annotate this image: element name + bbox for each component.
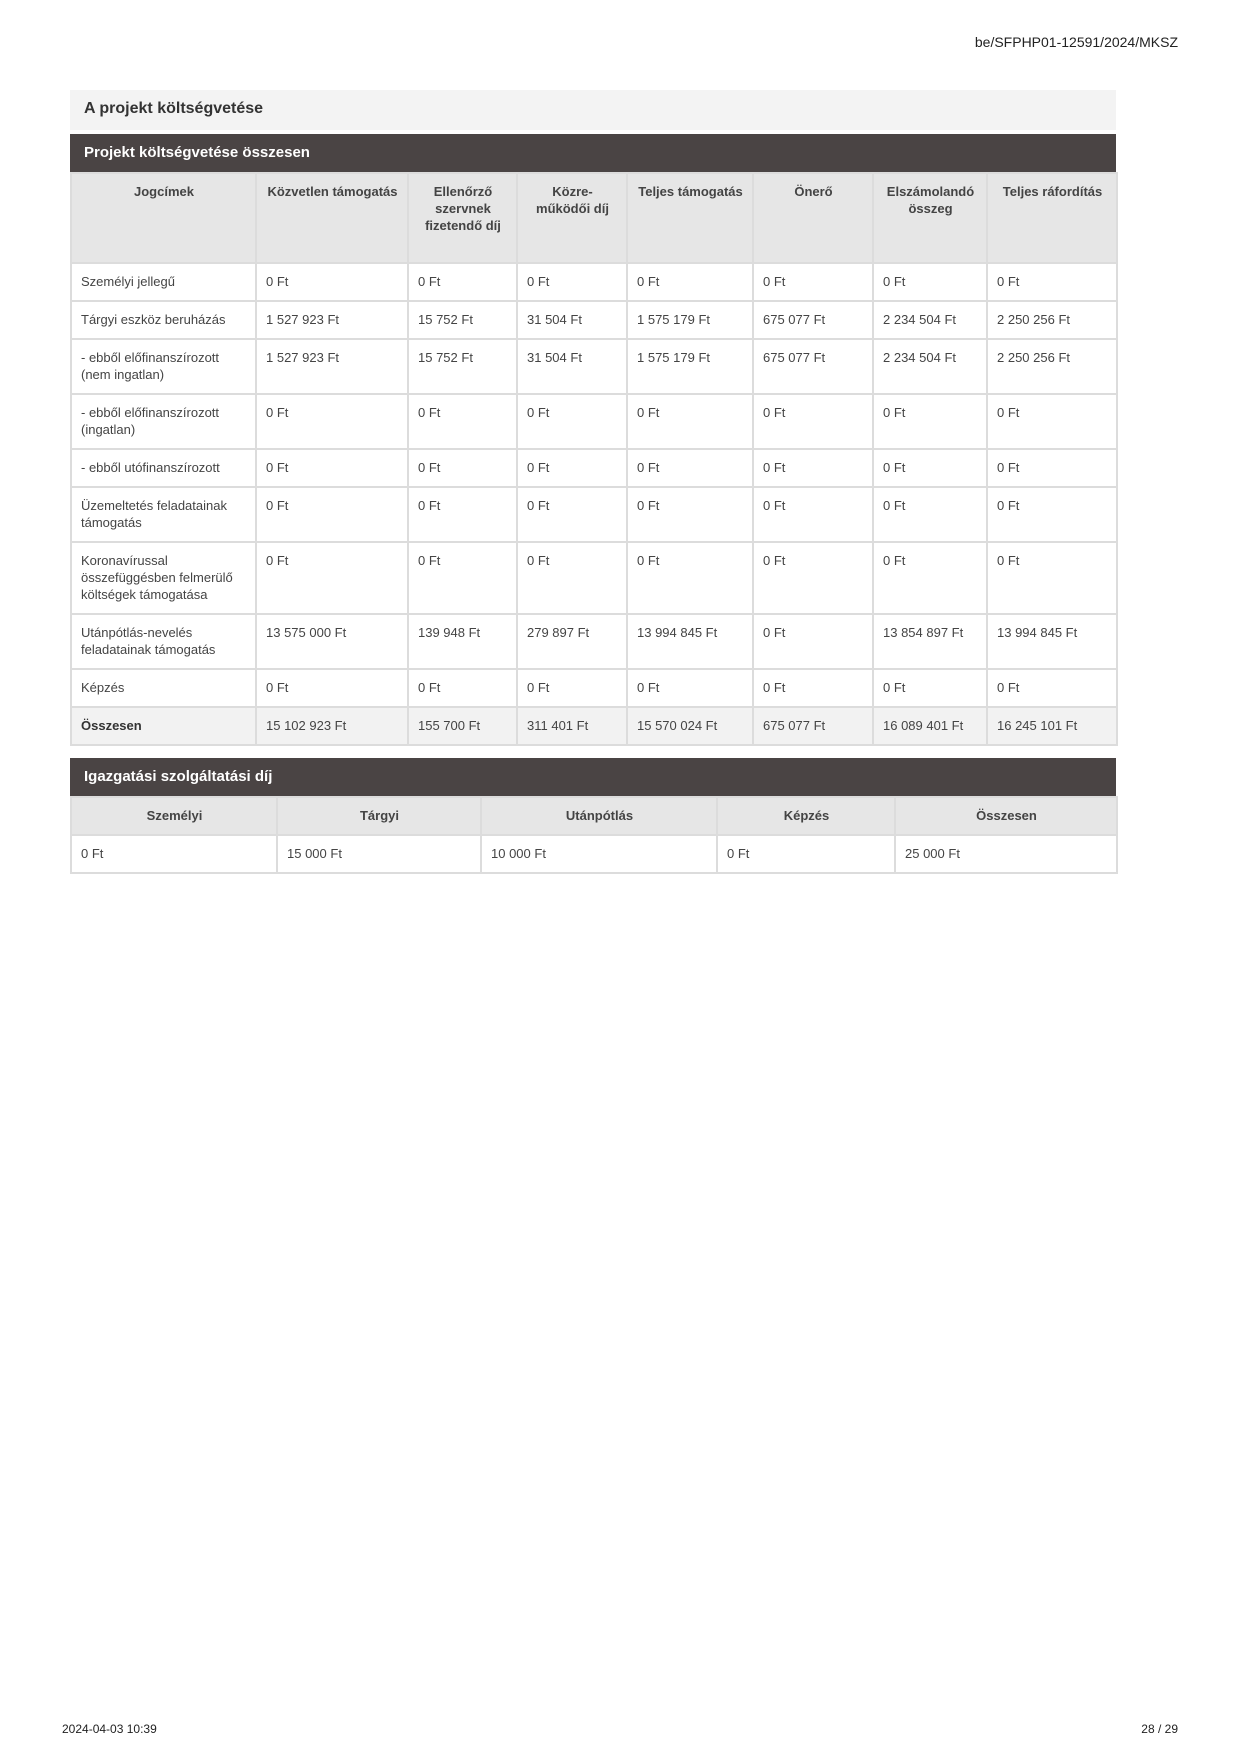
table-row: [71, 394, 1117, 449]
table-cell: 139 948 Ft: [408, 614, 517, 669]
table-cell: 0 Ft: [753, 614, 873, 669]
column-header: Ellenőrző szervnek fizetendő díj: [408, 173, 517, 263]
table-cell: 2 234 504 Ft: [873, 301, 987, 339]
table-cell: 31 504 Ft: [517, 339, 627, 394]
footer-datetime: 2024-04-03 10:39: [62, 1722, 157, 1736]
table-cell: 0 Ft: [987, 449, 1117, 487]
table-cell: 0 Ft: [987, 669, 1117, 707]
column-header: Összesen: [895, 797, 1117, 835]
column-header: Önerő: [753, 173, 873, 263]
row-label: Üzemeltetés feladatainak támogatás: [71, 487, 256, 542]
table-cell: 0 Ft: [256, 449, 408, 487]
column-header: Teljes támogatás: [627, 173, 753, 263]
table-cell: 0 Ft: [873, 394, 987, 449]
column-header: Képzés: [717, 797, 895, 835]
table-cell: 0 Ft: [753, 669, 873, 707]
fee-table: [70, 796, 1118, 874]
table-cell: 15 752 Ft: [408, 301, 517, 339]
row-label: Tárgyi eszköz beruházás: [71, 301, 256, 339]
table-cell: 16 245 101 Ft: [987, 707, 1117, 745]
table-cell: 0 Ft: [408, 487, 517, 542]
table-cell: 0 Ft: [517, 487, 627, 542]
table-cell: 0 Ft: [517, 669, 627, 707]
table-row: [71, 449, 1117, 487]
row-label: Utánpótlás-nevelés feladatainak támogatás: [71, 614, 256, 669]
table-row: [71, 339, 1117, 394]
table-cell: 2 250 256 Ft: [987, 339, 1117, 394]
table-row: [71, 542, 1117, 614]
table-cell: 0 Ft: [517, 394, 627, 449]
table-cell: 311 401 Ft: [517, 707, 627, 745]
table-cell: 0 Ft: [987, 487, 1117, 542]
section-title: A projekt költségvetése: [70, 90, 1116, 130]
table-cell: 0 Ft: [627, 487, 753, 542]
table-cell: 0 Ft: [256, 542, 408, 614]
total-row: [71, 707, 1117, 745]
row-label: Képzés: [71, 669, 256, 707]
row-label: Személyi jellegű: [71, 263, 256, 301]
row-label: - ebből előfinanszírozott (ingatlan): [71, 394, 256, 449]
table-cell: 0 Ft: [987, 394, 1117, 449]
table-cell: 15 570 024 Ft: [627, 707, 753, 745]
table-cell: 31 504 Ft: [517, 301, 627, 339]
table-cell: 13 854 897 Ft: [873, 614, 987, 669]
table-cell: 0 Ft: [873, 542, 987, 614]
row-label: Koronavírussal összefüggésben felmerülő költségek támogatása: [71, 542, 256, 614]
column-header: Jogcímek: [71, 173, 256, 263]
table-cell: 0 Ft: [873, 263, 987, 301]
column-header: Közvetlen támogatás: [256, 173, 408, 263]
budget-table: [70, 172, 1118, 746]
table-cell: 0 Ft: [408, 542, 517, 614]
budget-header-row: [71, 173, 1117, 263]
table-cell: 2 234 504 Ft: [873, 339, 987, 394]
table-cell: 0 Ft: [256, 487, 408, 542]
table-cell: 0 Ft: [517, 449, 627, 487]
table-cell: 0 Ft: [627, 449, 753, 487]
table-cell: 0 Ft: [987, 263, 1117, 301]
table-cell: 0 Ft: [987, 542, 1117, 614]
table-cell: 0 Ft: [873, 669, 987, 707]
column-header: Utánpótlás: [481, 797, 717, 835]
column-header: Teljes ráfordítás: [987, 173, 1117, 263]
row-label: - ebből utófinanszírozott: [71, 449, 256, 487]
table-cell: 0 Ft: [873, 487, 987, 542]
table-cell: 675 077 Ft: [753, 339, 873, 394]
fee-panel-title: Igazgatási szolgáltatási díj: [70, 758, 1116, 796]
document-id: be/SFPHP01-12591/2024/MKSZ: [974, 34, 1178, 50]
table-cell: 0 Ft: [753, 449, 873, 487]
table-cell: 0 Ft: [517, 263, 627, 301]
table-cell: 0 Ft: [753, 542, 873, 614]
fee-value-row: [71, 835, 1117, 873]
table-row: [71, 301, 1117, 339]
table-row: [71, 263, 1117, 301]
table-cell: 0 Ft: [256, 394, 408, 449]
table-cell: 0 Ft: [717, 835, 895, 873]
table-row: [71, 669, 1117, 707]
table-cell: 675 077 Ft: [753, 707, 873, 745]
table-cell: 0 Ft: [753, 487, 873, 542]
table-cell: 15 000 Ft: [277, 835, 481, 873]
table-cell: 0 Ft: [753, 394, 873, 449]
budget-panel: [70, 134, 1116, 746]
table-cell: 0 Ft: [71, 835, 277, 873]
column-header: Közre-működői díj: [517, 173, 627, 263]
table-cell: 0 Ft: [627, 542, 753, 614]
table-cell: 0 Ft: [753, 263, 873, 301]
table-cell: 675 077 Ft: [753, 301, 873, 339]
table-cell: 0 Ft: [256, 263, 408, 301]
row-label: Összesen: [71, 707, 256, 745]
table-cell: 15 102 923 Ft: [256, 707, 408, 745]
footer-page-number: 28 / 29: [1141, 1722, 1178, 1736]
table-cell: 0 Ft: [408, 449, 517, 487]
table-cell: 1 527 923 Ft: [256, 301, 408, 339]
table-cell: 15 752 Ft: [408, 339, 517, 394]
table-cell: 13 994 845 Ft: [987, 614, 1117, 669]
column-header: Személyi: [71, 797, 277, 835]
table-cell: 0 Ft: [408, 394, 517, 449]
table-cell: 0 Ft: [256, 669, 408, 707]
fee-panel: [70, 758, 1116, 874]
table-cell: 155 700 Ft: [408, 707, 517, 745]
table-cell: 0 Ft: [408, 669, 517, 707]
table-cell: 0 Ft: [408, 263, 517, 301]
column-header: Tárgyi: [277, 797, 481, 835]
table-row: [71, 487, 1117, 542]
table-cell: 279 897 Ft: [517, 614, 627, 669]
row-label: - ebből előfinanszírozott (nem ingatlan): [71, 339, 256, 394]
fee-header-row: [71, 797, 1117, 835]
table-cell: 2 250 256 Ft: [987, 301, 1117, 339]
table-cell: 16 089 401 Ft: [873, 707, 987, 745]
table-cell: 0 Ft: [627, 263, 753, 301]
table-cell: 0 Ft: [627, 669, 753, 707]
table-cell: 25 000 Ft: [895, 835, 1117, 873]
table-cell: 1 575 179 Ft: [627, 339, 753, 394]
table-cell: 0 Ft: [517, 542, 627, 614]
table-cell: 0 Ft: [873, 449, 987, 487]
table-cell: 1 527 923 Ft: [256, 339, 408, 394]
table-row: [71, 614, 1117, 669]
table-cell: 13 575 000 Ft: [256, 614, 408, 669]
table-cell: 0 Ft: [627, 394, 753, 449]
budget-panel-title: Projekt költségvetése összesen: [70, 134, 1116, 172]
table-cell: 13 994 845 Ft: [627, 614, 753, 669]
table-cell: 10 000 Ft: [481, 835, 717, 873]
column-header: Elszámolandó összeg: [873, 173, 987, 263]
table-cell: 1 575 179 Ft: [627, 301, 753, 339]
